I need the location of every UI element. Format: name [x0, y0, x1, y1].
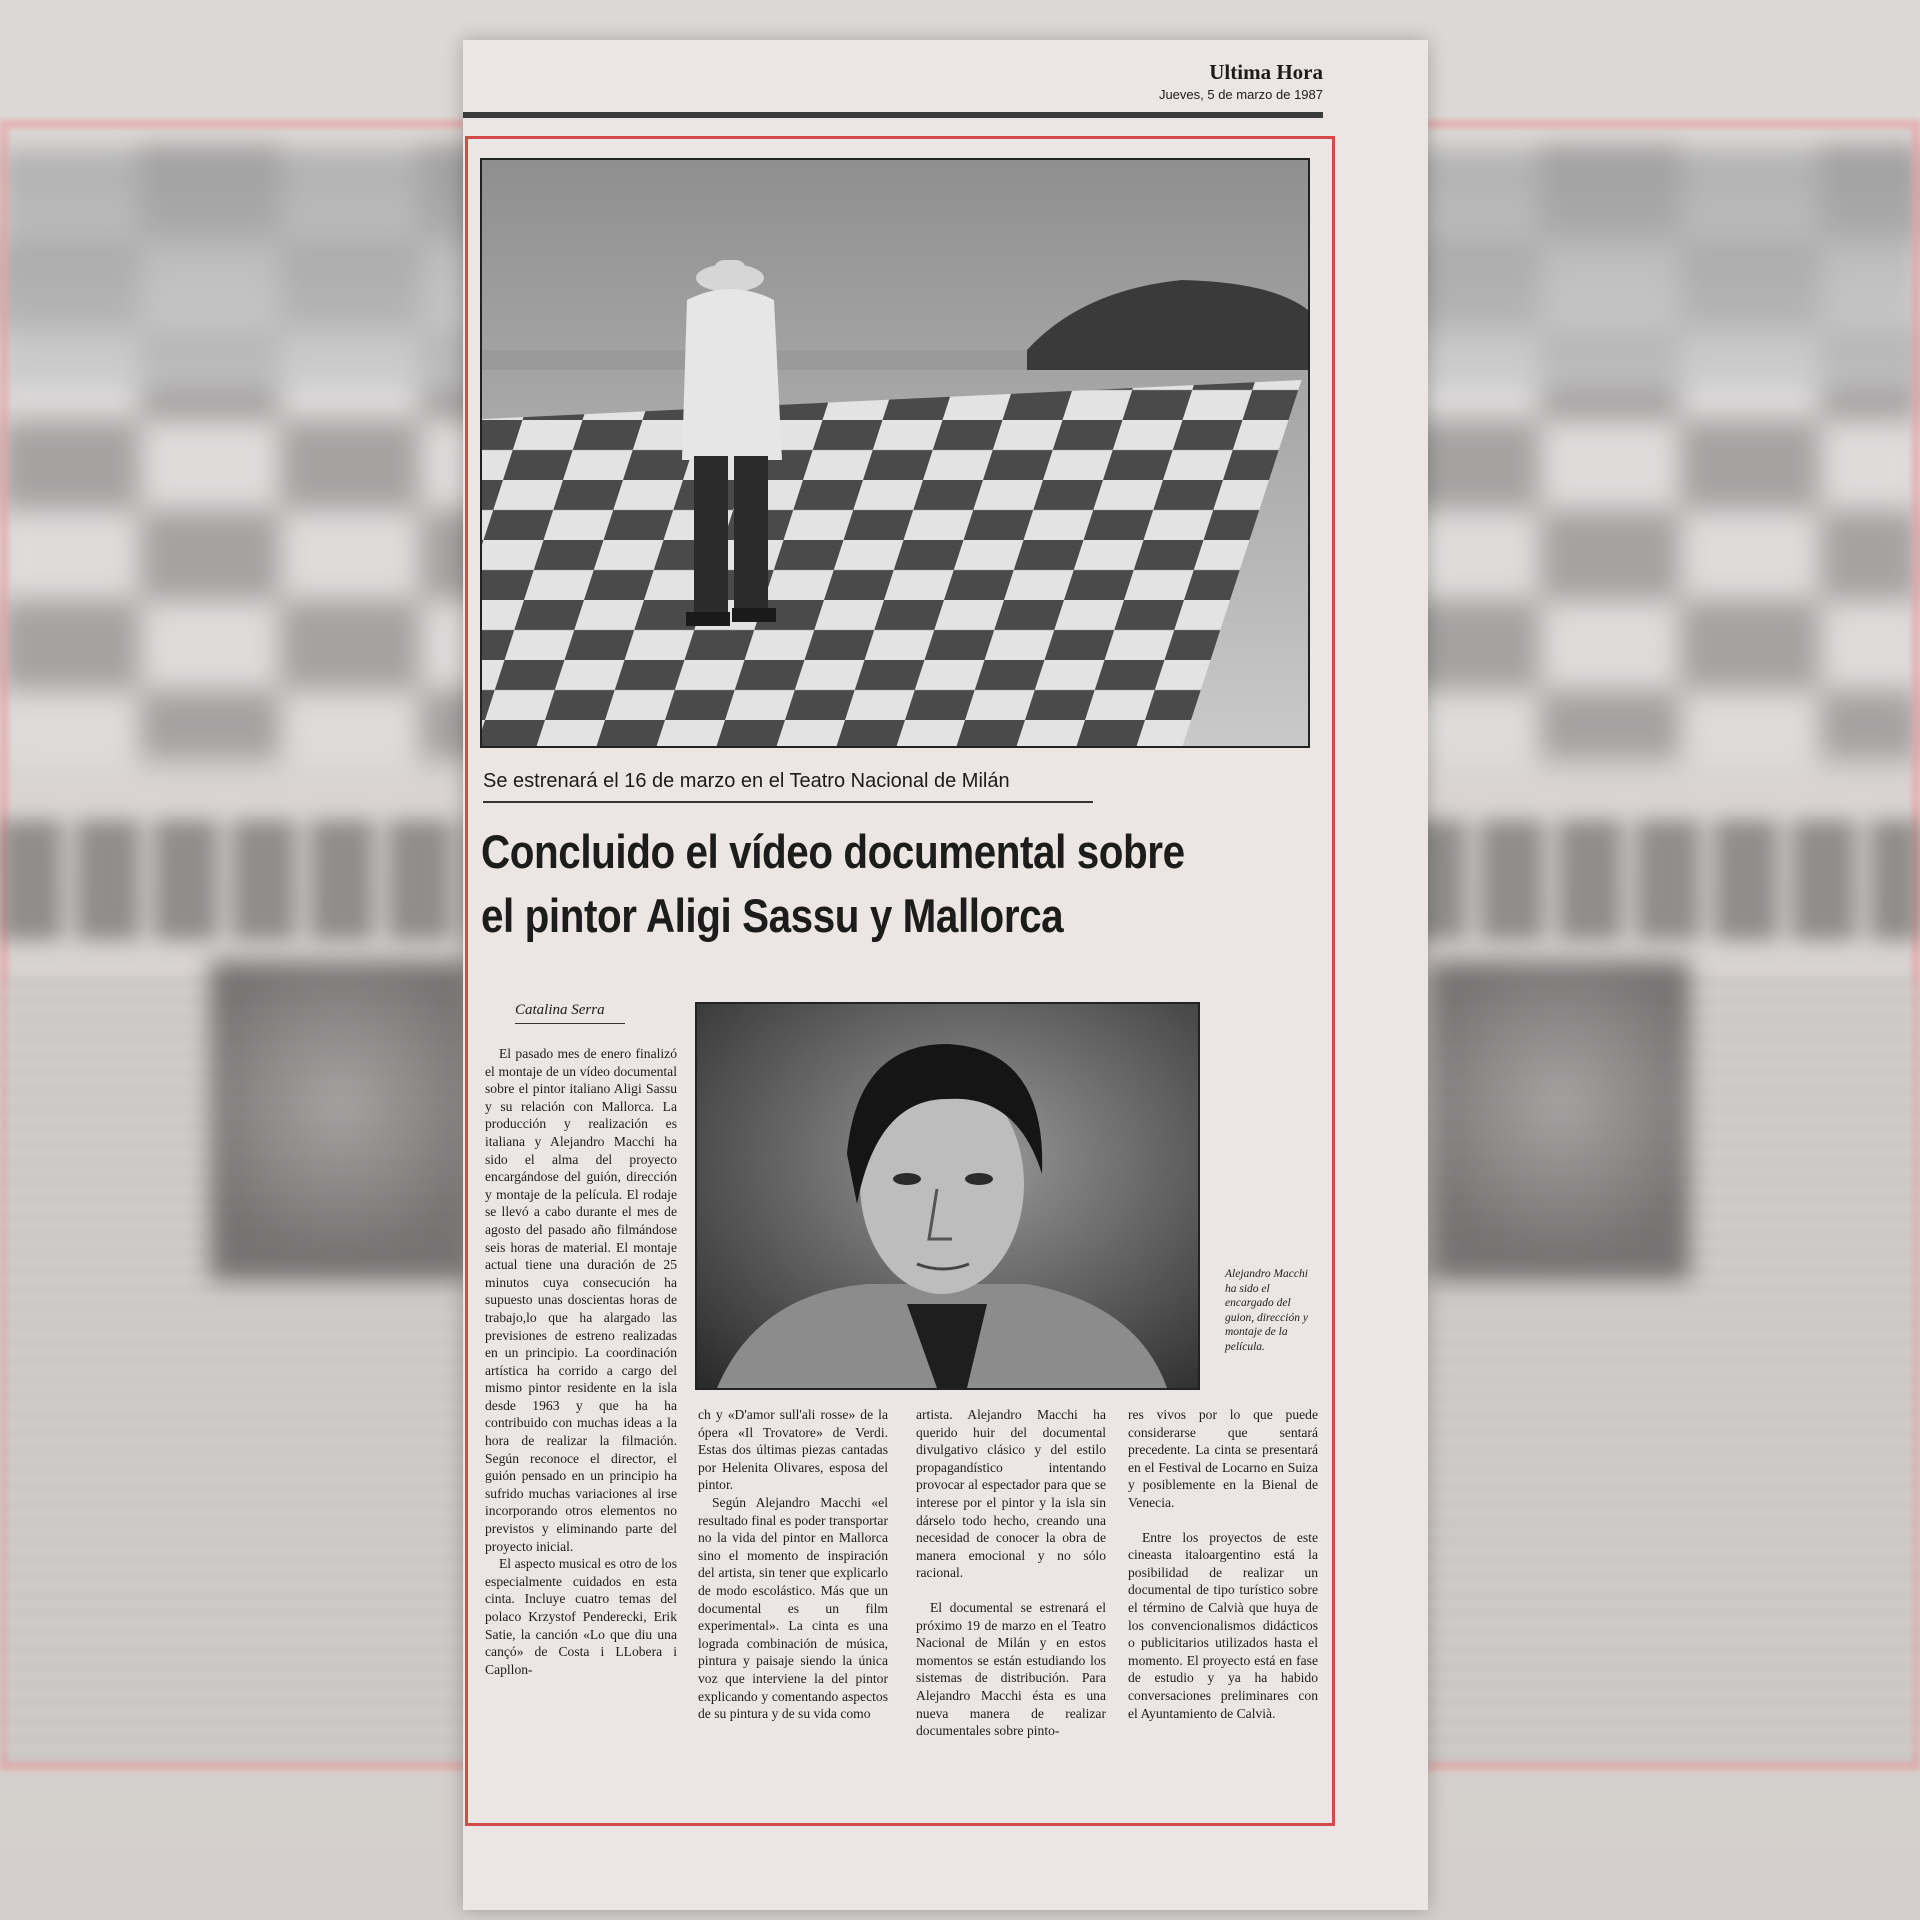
paper-name: Ultima Hora: [1209, 60, 1323, 84]
article-column-3: [916, 1406, 1106, 1740]
main-photo-man-on-checkerboard: [480, 158, 1310, 748]
top-rule: [463, 112, 1323, 118]
blurred-face-echo-right: [1430, 960, 1690, 1280]
paragraph: El documental se estrenará el próximo 19 de marzo en el Teatro Nacional de Milán y en estos momentos se están estudiando los sistemas de distribución. Para Alejandro Macchi ésta es una nueva manera de realizar documentales sobre pinto-: [916, 1599, 1106, 1739]
paper-date: Jueves, 5 de marzo de 1987: [1158, 87, 1323, 102]
article-column-4: [1128, 1406, 1318, 1722]
paragraph: El aspecto musical es otro de los especialmente cuidados en esta cinta. Incluye cuatro temas del polaco Krzystof Penderecki, Erik Satie, la canción «Lo que diu una cançó» de Costa i LLobera i Capllon-: [485, 1556, 677, 1677]
headline-line-2: el pintor Aligi Sassu y Mallorca: [481, 889, 1064, 942]
blurred-face-echo-left: [210, 960, 470, 1280]
portrait-photo-alejandro-macchi: [695, 1002, 1200, 1390]
paragraph: ch y «D'amor sull'ali rosse» de la ópera «Il Trovatore» de Verdi. Estas dos últimas piezas cantadas por Helenita Olivares, esposa del pintor.: [698, 1407, 888, 1493]
portrait-caption: Alejandro Macchi ha sido el encargado del guion, dirección y montaje de la película.: [1225, 1268, 1308, 1353]
masthead: [1159, 60, 1323, 102]
checkerboard-photo-illustration: [482, 160, 1308, 746]
paragraph: Según Alejandro Macchi «el resultado final es poder transportar no la vida del pintor en Mallorca sino el momento de inspiración del artista, sin tener que explicarlo de modo escolástico. Más que un documental es un film experimental». La cinta es una lograda combinación de música, pintura y paisaje siendo la única voz que interviene la del pintor explicando y comentando aspectos de su pintura y de su vida como: [698, 1494, 888, 1722]
byline: Catalina Serra: [515, 1002, 625, 1024]
paragraph: res vivos por lo que puede considerarse que sentará precedente. La cinta se presentará en el Festival de Locarno en Suiza y posiblemente en la Bienal de Venecia.: [1128, 1407, 1318, 1510]
article-column-1: [485, 1045, 677, 1678]
headline-line-1: Concluido el vídeo documental sobre: [481, 825, 1185, 878]
article-headline: [481, 820, 1221, 948]
newspaper-clipping: [463, 40, 1428, 1910]
paragraph: artista. Alejandro Macchi ha querido huir del documental divulgativo clásico y del estilo propagandístico intentando provocar al espectador para que se interese por el pintor y la isla sin dárselo todo hecho, creando una necesidad de conocer la obra de manera emocional y no sólo racional.: [916, 1407, 1106, 1581]
paragraph: Entre los proyectos de este cineasta italoargentino está la posibilidad de realizar un documental de tipo turístico sobre el término de Calvià que huya de los convencionalismos didácticos o publicitarios utilizados hasta el momento. El proyecto está en fase de estudio y ya ha habido conversaciones preliminares con el Ayuntamiento de Calvià.: [1128, 1529, 1318, 1721]
paragraph: El pasado mes de enero finalizó el montaje de un vídeo documental sobre el pintor italiano Aligi Sassu y su relación con Mallorca. La producción y realización es italiana y Alejandro Macchi ha sido el alma del proyecto encargándose del guión, dirección y montaje de la película. El rodaje se llevó a cabo durante el mes de agosto del pasado año filmándose seis horas de material. El montaje actual tiene una duración de 25 minutos cuya consecución ha supuesto unas doscientas horas de trabajo,lo que ha alargado las previsiones de estreno realizadas en un principio. La coordinación artística ha corrido a cargo del mismo pintor residente en la isla desde 1963 y que ha ha contribuido con muchas ideas a la hora de realizar la filmación. Según reconoce el director, el guión pensado en un principio ha sufrido muchas variaciones al irse incorporando otros elementos no previstos y eliminando parte del proyecto inicial.: [485, 1046, 677, 1554]
portrait-illustration: [697, 1004, 1198, 1388]
article-column-2: [698, 1406, 888, 1723]
article-kicker: Se estrenará el 16 de marzo en el Teatro Nacional de Milán: [483, 770, 1093, 803]
